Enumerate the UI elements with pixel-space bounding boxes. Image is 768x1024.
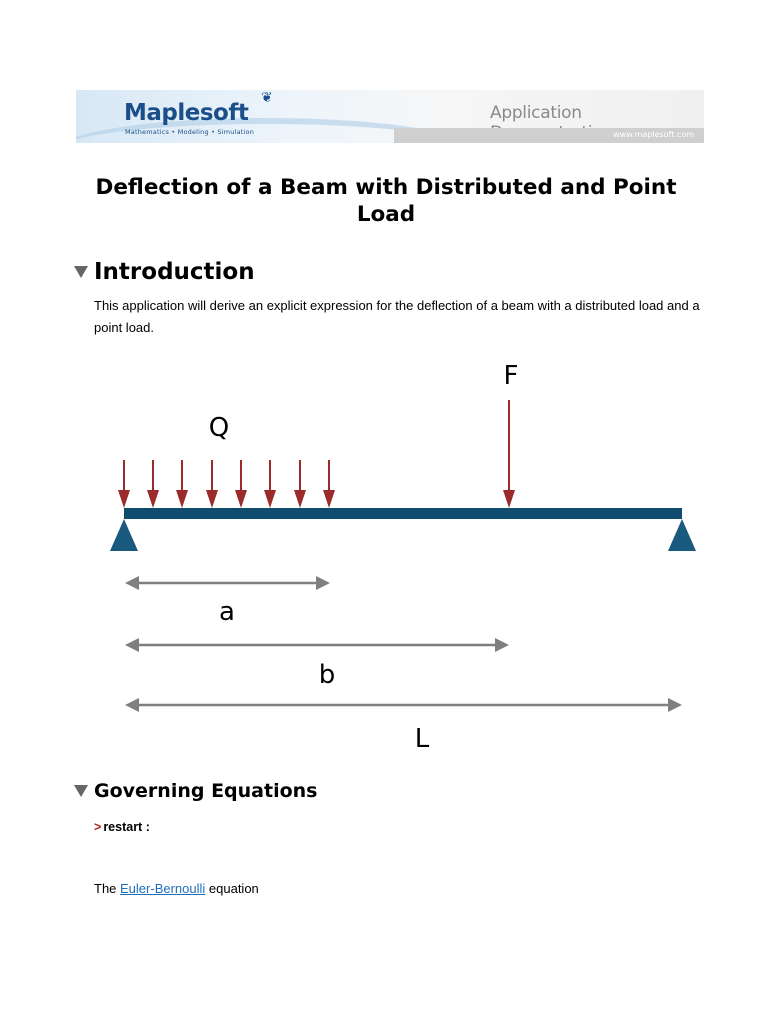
euler-bernoulli-link[interactable]: Euler-Bernoulli — [120, 881, 206, 896]
maplesoft-banner — [76, 90, 704, 143]
load-arrowhead-3 — [176, 490, 188, 508]
beam — [124, 508, 682, 519]
dimension-a-label: a — [219, 597, 235, 627]
load-arrowhead-8 — [323, 490, 335, 508]
document-title: Deflection of a Beam with Distributed and Point Load — [95, 175, 677, 227]
dimension-L — [125, 698, 682, 712]
dimension-L-label: L — [414, 724, 430, 750]
distributed-load-arrows — [118, 460, 335, 508]
load-arrowhead-4 — [206, 490, 218, 508]
logo-tagline: Mathematics • Modeling • Simulation — [125, 128, 255, 136]
distributed-load-label: Q — [208, 413, 230, 443]
banner-url-bar — [394, 128, 704, 143]
section-heading-text: Governing Equations — [94, 780, 318, 802]
section-governing-equations-heading[interactable] — [74, 780, 317, 802]
load-arrowhead-6 — [264, 490, 276, 508]
application-demonstration-label: Application — [490, 103, 582, 123]
collapse-triangle-icon[interactable] — [74, 785, 88, 797]
section-introduction-heading[interactable] — [74, 259, 255, 285]
load-arrowhead-2 — [147, 490, 159, 508]
introduction-paragraph: This application will derive an explicit expression for the deflection of a beam with a distributed load and a point load. — [94, 298, 700, 335]
left-support — [110, 519, 138, 551]
euler-prefix: The — [94, 881, 121, 896]
dimension-b-label: b — [318, 660, 336, 690]
banner-url: www.maplesoft.com — [613, 130, 694, 139]
point-load-label: F — [503, 361, 519, 391]
euler-suffix: equation — [205, 881, 259, 896]
restart-command[interactable]: restart : — [103, 820, 150, 834]
point-load-arrowhead — [503, 490, 515, 508]
maplesoft-logo: Maplesoft — [124, 100, 249, 126]
collapse-triangle-icon[interactable] — [74, 266, 88, 278]
dimension-a — [125, 576, 330, 590]
maple-input-line[interactable] — [94, 820, 150, 834]
dimension-b — [125, 638, 509, 652]
maple-leaf-icon: ❦ — [261, 90, 273, 105]
load-arrowhead-1 — [118, 490, 130, 508]
input-prompt-symbol: > — [94, 820, 102, 834]
right-support — [668, 519, 696, 551]
load-arrowhead-5 — [235, 490, 247, 508]
euler-bernoulli-sentence — [94, 881, 259, 896]
beam-diagram — [0, 350, 768, 750]
section-heading-text: Introduction — [94, 259, 255, 285]
load-arrowhead-7 — [294, 490, 306, 508]
